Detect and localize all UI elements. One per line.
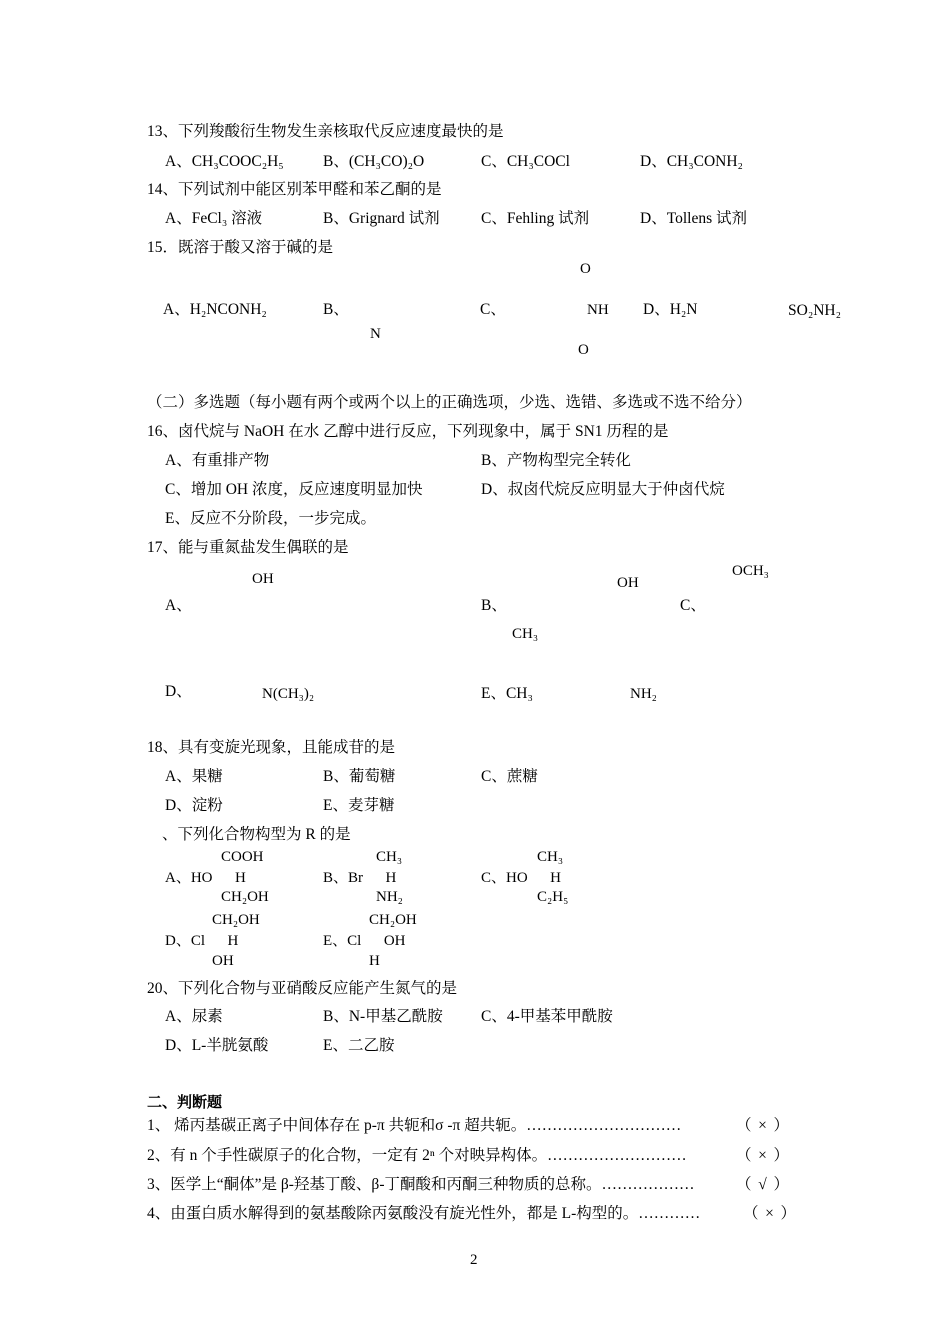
section-multi-choice: （二）多选题（每小题有两个或两个以上的正确选项，少选、选错、多选或不选不给分）: [147, 394, 752, 411]
judge-mark-1: ×: [758, 1117, 767, 1134]
q19-e-middle: E、Cl OH: [323, 933, 406, 949]
q19-a-bottom: CH₂OH: [221, 889, 269, 905]
q15-option-d: D、H₂N: [643, 301, 698, 318]
q20-option-b: B、N-甲基乙酰胺: [323, 1008, 443, 1025]
q19-e-top: CH₂OH: [369, 912, 417, 928]
q19-a-top: COOH: [221, 849, 264, 865]
q18-stem: 18、具有变旋光现象，且能成苷的是: [147, 739, 396, 756]
judge-mark-4: ×: [765, 1205, 774, 1222]
q17-b-methyl: CH₃: [512, 626, 539, 642]
q17-e-amino: NH₂: [630, 686, 657, 702]
q13-stem: 13、下列羧酸衍生物发生亲核取代反应速度最快的是: [147, 123, 504, 140]
q16-option-e: E、反应不分阶段，一步完成。: [165, 510, 376, 527]
q15-stem: 15．既溶于酸又溶于碱的是: [147, 239, 334, 256]
q19-e-bottom: H: [369, 953, 380, 969]
judge-answer-4: （ × ）: [743, 1205, 797, 1222]
q17-option-d: D、: [165, 683, 192, 700]
q19-a-middle: A、HO H: [165, 870, 246, 886]
q13-option-a: A、CH₃COOC₂H₅: [165, 153, 284, 170]
q14-option-a: A、FeCl₃ 溶液: [165, 210, 263, 227]
q20-stem: 20、下列化合物与亚硝酸反应能产生氮气的是: [147, 980, 458, 997]
q17-c-methoxy: OCH₃: [732, 563, 769, 579]
judge-answer-2: （ × ）: [736, 1147, 790, 1164]
q16-option-d: D、叔卤代烷反应明显大于仲卤代烷: [481, 481, 725, 498]
judge-item-4: 4、由蛋白质水解得到的氨基酸除丙氨酸没有旋光性外，都是 L-构型的。…………: [147, 1205, 701, 1222]
q15-c-oxygen-top: O: [580, 261, 591, 277]
q20-option-d: D、L-半胱氨酸: [165, 1037, 269, 1054]
q17-b-hydroxyl: OH: [617, 575, 639, 591]
q16-option-b: B、产物构型完全转化: [481, 452, 631, 469]
q15-d-sulfonamide: SO₂NH₂: [788, 302, 842, 319]
judge-answer-1: （ × ）: [736, 1117, 790, 1134]
q13-option-d: D、CH₃CONH₂: [640, 153, 743, 170]
q15-option-a: A、H₂NCONH₂: [163, 301, 267, 318]
q19-d-middle: D、Cl H: [165, 933, 239, 949]
q17-option-c: C、: [680, 597, 706, 614]
q14-option-c: C、Fehling 试剂: [481, 210, 590, 227]
page-number: 2: [470, 1252, 478, 1268]
q15-c-nh: NH: [587, 302, 609, 318]
q19-stem: 、下列化合物构型为 R 的是: [162, 826, 351, 843]
q16-stem: 16、卤代烷与 NaOH 在水 乙醇中进行反应，下列现象中，属于 SN1 历程的是: [147, 423, 669, 440]
q14-option-b: B、Grignard 试剂: [323, 210, 440, 227]
judge-item-2: 2、有 n 个手性碳原子的化合物，一定有 2ⁿ 个对映异构体。………………………: [147, 1147, 687, 1164]
judge-item-3: 3、医学上“酮体”是 β-羟基丁酸、β-丁酮酸和丙酮三种物质的总称。………………: [147, 1176, 695, 1193]
q17-option-a: A、: [165, 597, 192, 614]
q19-b-middle: B、Br H: [323, 870, 397, 886]
judge-answer-3: （ √ ）: [736, 1176, 790, 1193]
q13-option-c: C、CH₃COCl: [481, 153, 570, 170]
q19-c-bottom: C₂H₅: [537, 889, 569, 905]
q19-c-middle: C、HO H: [481, 870, 562, 886]
q15-option-b: B、: [323, 301, 349, 318]
q18-option-d: D、淀粉: [165, 797, 223, 814]
q15-c-oxygen-bottom: O: [578, 342, 589, 358]
q16-option-a: A、有重排产物: [165, 452, 270, 469]
q14-stem: 14、下列试剂中能区别苯甲醛和苯乙酮的是: [147, 181, 442, 198]
q13-option-b: B、(CH₃CO)₂O: [323, 153, 425, 170]
judge-mark-2: ×: [758, 1147, 767, 1164]
q19-c-top: CH₃: [537, 849, 564, 865]
q19-d-top: CH₂OH: [212, 912, 260, 928]
q18-option-a: A、果糖: [165, 768, 223, 785]
q18-option-e: E、麦芽糖: [323, 797, 395, 814]
q18-option-c: C、蔗糖: [481, 768, 538, 785]
q15-b-nitrogen: N: [370, 326, 381, 342]
section-true-false: 二、判断题: [147, 1093, 223, 1111]
judge-item-1: 1、 烯丙基碳正离子中间体存在 p-π 共轭和σ -π 超共轭。…………………………: [147, 1117, 682, 1134]
q15-option-c: C、: [480, 301, 506, 318]
q18-option-b: B、葡萄糖: [323, 768, 396, 785]
q20-option-e: E、二乙胺: [323, 1037, 395, 1054]
q17-a-hydroxyl: OH: [252, 571, 274, 587]
q19-b-top: CH₃: [376, 849, 403, 865]
q14-option-d: D、Tollens 试剂: [640, 210, 747, 227]
q20-option-a: A、尿素: [165, 1008, 223, 1025]
q17-option-b: B、: [481, 597, 507, 614]
q17-stem: 17、能与重氮盐发生偶联的是: [147, 539, 349, 556]
q17-option-e: E、CH₃: [481, 685, 533, 702]
q19-d-bottom: OH: [212, 953, 234, 969]
q20-option-c: C、4-甲基苯甲酰胺: [481, 1008, 613, 1025]
q17-d-dimethylamino: N(CH₃)₂: [262, 686, 315, 702]
q19-b-bottom: NH₂: [376, 889, 403, 905]
judge-mark-3: √: [758, 1176, 767, 1193]
q16-option-c: C、增加 OH 浓度，反应速度明显加快: [165, 481, 423, 498]
